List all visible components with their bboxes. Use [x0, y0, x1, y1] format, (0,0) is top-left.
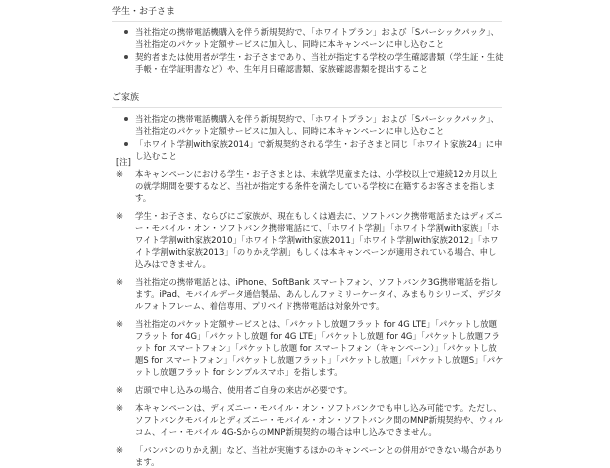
note-text: 「バンバンのりかえ割」など、当社が実施するほかのキャンペーンとの併用ができない場合があります。: [135, 445, 503, 467]
list-item: [124, 113, 504, 137]
bullet-dot-icon: [124, 55, 128, 59]
asterisk-mark-icon: ※: [116, 403, 124, 413]
note-text: 店頭で申し込みの場合、使用者ご自身の来店が必要です。: [135, 385, 353, 395]
asterisk-mark-icon: ※: [116, 211, 124, 221]
asterisk-mark-icon: ※: [116, 277, 124, 287]
notes-list: [116, 168, 504, 468]
section-title-students: 学生・お子さま: [112, 7, 176, 17]
note-text: 当社指定の携帯電話とは、iPhone、SoftBank スマートフォン、ソフトバンク3G携帯電話を指します。iPad、モバイルデータ通信製品、あんしんファミリーケータイ、みまもりシリーズ、デジタルフォトフレーム、着信専用、プリペイド携帯電話は対象外です。: [135, 277, 502, 311]
note-item: [116, 384, 504, 396]
section-divider: [112, 21, 502, 22]
note-text: 本キャンペーンは、ディズニー・モバイル・オン・ソフトバンクでも申し込み可能です。ただし、ソフトバンクモバイルとディズニー・モバイル・オン・ソフトバンク間のMNP新規契約や、ウィルコム、イー・モバイル 4G-SからのMNP新規契約の場合は申し込みできません。: [135, 403, 504, 437]
note-item: [116, 210, 504, 270]
bullet-dot-icon: [124, 142, 128, 146]
list-item: [124, 26, 504, 50]
note-text: 学生・お子さま、ならびにご家族が、現在もしくは過去に、ソフトバンク携帯電話またはディズニー・モバイル・オン・ソフトバンク携帯電話にて、「ホワイト学割」「ホワイト学割with家族」「ホワイト学割with家族2010」「ホワイト学割with家族2011」「ホワイト学割with家族2012」「ホワイト学割with家族2013」「のりかえ学割」もしくは本キャンペーンが適用されている場合、申し込みはできません。: [135, 211, 503, 269]
list-item-text: 契約者または使用者が学生・お子さまであり、当社が指定する学校の学生確認書類（学生証・生徒手帳・在学証明書など）や、生年月日確認書類、家族確認書類を提出すること: [135, 52, 504, 74]
list-item-text: 当社指定の携帯電話機購入を伴う新規契約で、「ホワイトプラン」および「Sパーシックパック」、当社指定のパケット定額サービスに加入し、同時に本キャンペーンに申し込むこと: [135, 27, 499, 49]
section-title-family: ご家族: [112, 93, 140, 103]
note-item: [116, 402, 504, 438]
note-text: 本キャンペーンにおける学生・お子さまとは、未就学児童または、小学校以上で連続12カ月以上の就学期間を要するなど、当社が指定する条件を満たしている学校に在籍するお客さまを指します。: [135, 169, 498, 203]
list-item: [124, 51, 504, 75]
asterisk-mark-icon: ※: [116, 319, 124, 329]
students-conditions-list: [124, 26, 504, 76]
asterisk-mark-icon: ※: [116, 445, 124, 455]
note-item: [116, 168, 504, 204]
section-divider: [112, 107, 502, 108]
asterisk-mark-icon: ※: [116, 385, 124, 395]
note-item: [116, 276, 504, 312]
list-item-text: 「ホワイト学割with家族2014」で新規契約される学生・お子さまと同じ「ホワイト家族24」に申し込むこと: [135, 139, 503, 161]
list-item: [124, 138, 504, 162]
list-item-text: 当社指定の携帯電話機購入を伴う新規契約で、「ホワイトプラン」および「Sパーシックパック」、当社指定のパケット定額サービスに加入し、同時に本キャンペーンに申し込むこと: [135, 114, 499, 136]
note-item: [116, 444, 504, 468]
note-item: [116, 318, 504, 378]
asterisk-mark-icon: ※: [116, 169, 124, 179]
notes-heading: [注]: [116, 157, 131, 167]
note-text: 当社指定のパケット定額サービスとは、「パケットし放題フラット for 4G LTE」「パケットし放題フラット for 4G」「パケットし放題 for 4G LTE」「パケットし放題 for 4G」「パケットし放題フラット for スマートフォン」「パケットし放題 for スマートフォン（キャンペーン）」「パケットし放題S for スマートフォン」「パケットし放題フラット」「パケットし放題」「パケットし放題S」「パケットし放題フラット for シンプルスマホ」を指します。: [135, 319, 504, 377]
bullet-dot-icon: [124, 117, 128, 121]
family-conditions-list: [124, 113, 504, 163]
bullet-dot-icon: [124, 30, 128, 34]
